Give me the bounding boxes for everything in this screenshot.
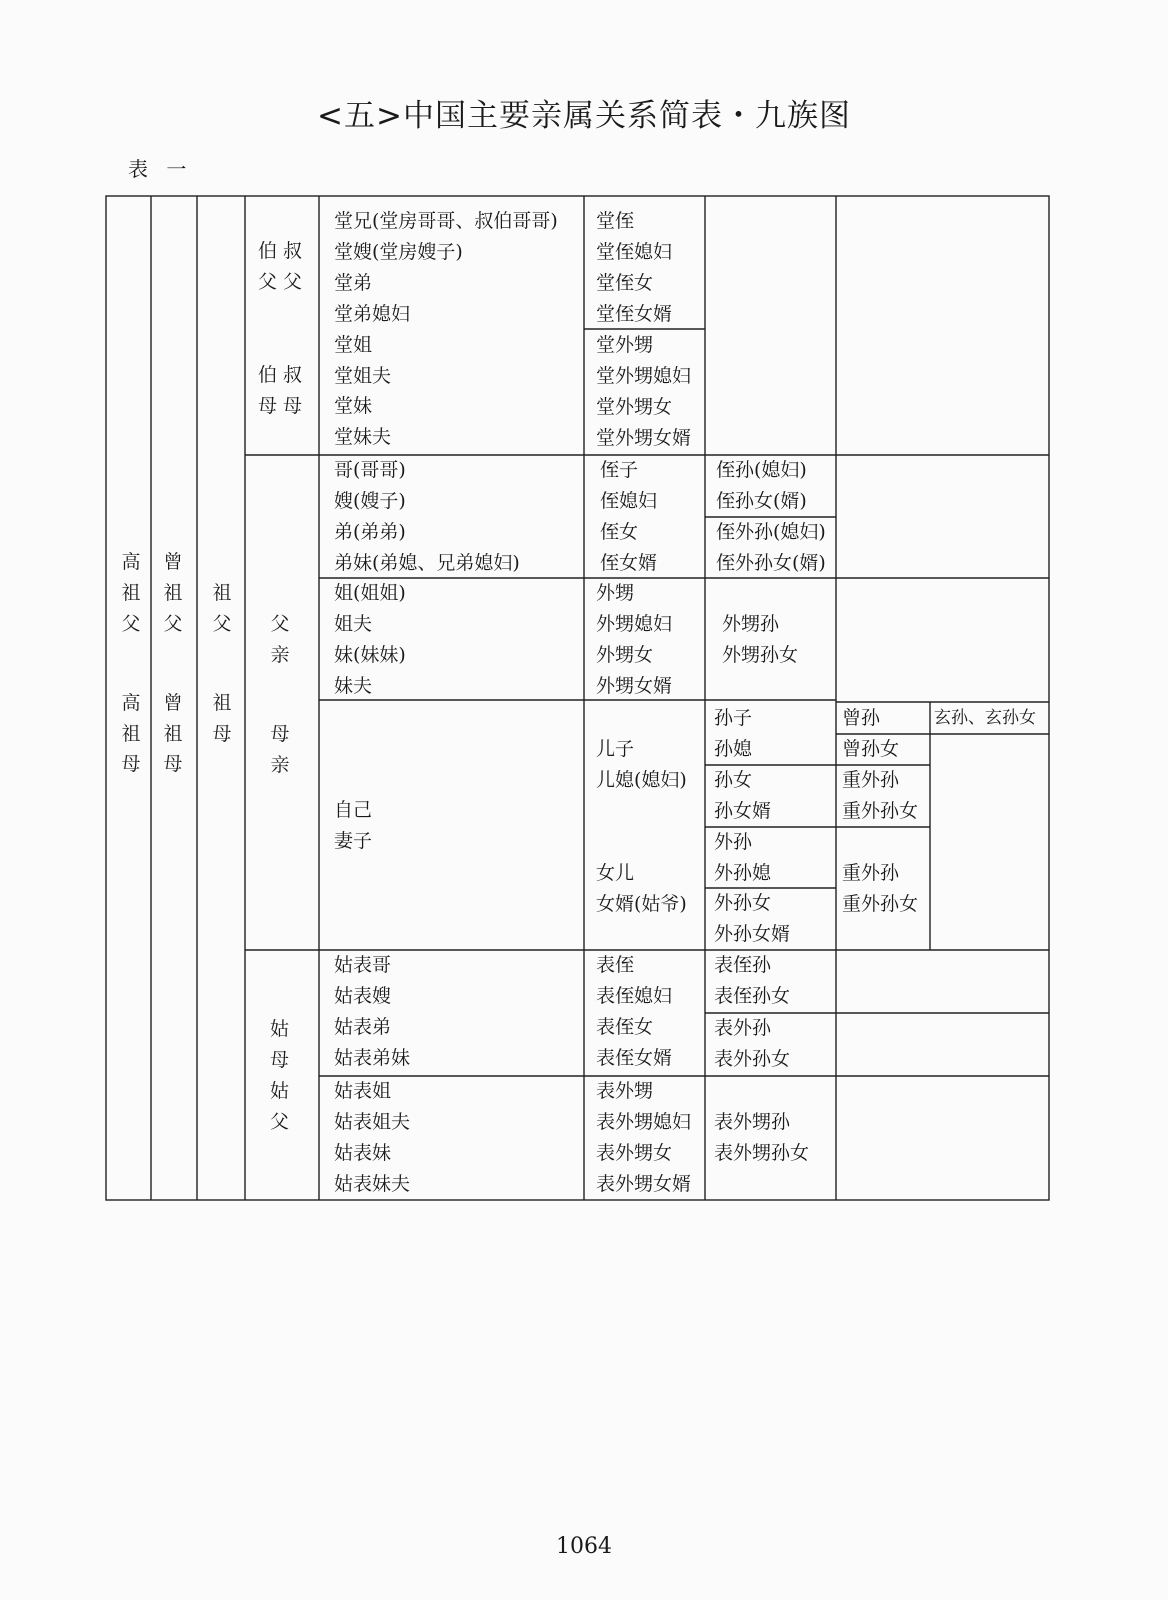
aunts-label: 伯 叔 母 母: [258, 364, 303, 417]
great-grandparents: [158, 547, 188, 780]
grandson-list: [714, 703, 752, 765]
grandfather-label: 祖 父: [212, 582, 232, 635]
list-item: 侄女: [600, 520, 639, 543]
list-item: 妹夫: [334, 674, 373, 697]
gu-cousins-male-list: [334, 950, 410, 1074]
list-item: 表外甥媳妇: [596, 1110, 692, 1133]
sister-children-list: [596, 578, 672, 702]
list-item: 表侄女婿: [596, 1046, 673, 1069]
gu-cousins-male-children: [596, 950, 672, 1074]
list-item: 堂妹: [334, 395, 373, 418]
list-item: 表外孙: [714, 1017, 772, 1039]
list-item: 侄媳妇: [600, 489, 658, 512]
great-great-grandmother-label: 高 祖 母: [121, 691, 141, 776]
list-item: 外孙: [714, 831, 753, 853]
gu-grandchildren-b: [714, 1013, 790, 1075]
list-item: 堂外甥媳妇: [596, 364, 692, 387]
list-item: 弟(弟弟): [334, 520, 406, 543]
list-item: 堂外甥女婿: [596, 426, 692, 449]
list-item: 侄孙(媳妇): [716, 459, 807, 481]
list-item: 重外孙女: [842, 799, 919, 822]
list-item: 表外孙女: [714, 1047, 791, 1070]
father-label: 父 亲: [270, 613, 290, 666]
great-granddaughter: 曾孙女: [842, 738, 900, 760]
list-item: 嫂(嫂子): [334, 489, 406, 512]
gu-grandchildren-a: [714, 950, 790, 1012]
list-item: 姑表妹夫: [334, 1172, 411, 1195]
list-item: 姐(姐姐): [334, 582, 406, 604]
list-item: 儿子: [596, 738, 635, 760]
list-item: 表侄孙: [714, 954, 772, 976]
list-item: 表外甥: [596, 1080, 654, 1102]
tang-wai-nephews-list: [596, 330, 691, 454]
list-item: 哥(哥哥): [334, 459, 406, 481]
tang-siblings-list: [334, 206, 558, 453]
list-item: 外甥女婿: [596, 674, 673, 697]
list-item: 堂妹夫: [334, 426, 392, 449]
tang-nephews-list: [596, 206, 672, 330]
list-item: 女儿: [596, 862, 635, 884]
list-item: 堂侄: [596, 210, 635, 232]
list-item: 堂外甥女: [596, 395, 673, 418]
daughter-list: [596, 858, 687, 920]
list-item: 外甥女: [596, 643, 654, 666]
great-great-grandparents: [116, 547, 146, 780]
list-item: 姑表姐夫: [334, 1110, 411, 1133]
chong-wai-list-b: [842, 858, 918, 920]
list-item: 侄女婿: [600, 551, 658, 574]
list-item: 外甥: [596, 582, 635, 604]
list-item: 姑表弟妹: [334, 1046, 411, 1069]
list-item: 自己: [334, 799, 373, 821]
paternal-aunt-label: 姑 母 姑 父: [270, 1018, 290, 1133]
sister-grandchildren-list: [722, 609, 798, 671]
grandparents: [207, 578, 237, 750]
list-item: 姑表姐: [334, 1080, 392, 1102]
list-item: 外孙媳: [714, 861, 772, 884]
list-item: 姑表弟: [334, 1015, 392, 1038]
list-item: 孙媳: [714, 737, 753, 760]
list-item: 姑表嫂: [334, 984, 392, 1007]
list-item: 重外孙: [842, 769, 900, 791]
list-item: 外甥孙: [722, 613, 780, 635]
great-grandfather-label: 曾 祖 父: [163, 551, 183, 635]
list-item: 外甥媳妇: [596, 612, 673, 635]
list-item: 侄外孙女(婿): [716, 551, 826, 574]
list-item: 表侄媳妇: [596, 984, 673, 1007]
list-item: 孙女: [714, 769, 753, 791]
list-item: 儿媳(媳妇): [596, 768, 687, 791]
brother-grandchildren-a: [716, 455, 807, 517]
list-item: 侄孙女(婿): [716, 489, 807, 512]
list-item: 妹(妹妹): [334, 643, 406, 666]
list-item: 侄子: [600, 459, 639, 481]
list-item: 弟妹(弟媳、兄弟媳妇): [334, 551, 520, 574]
list-item: 堂弟媳妇: [334, 302, 411, 325]
list-item: 重外孙女: [842, 892, 919, 915]
list-item: 堂姐: [334, 333, 373, 356]
wai-grandson-list: [714, 827, 771, 889]
xuan-sun: 玄孙、玄孙女: [934, 708, 1036, 728]
brothers-list: [334, 455, 520, 579]
list-item: 堂弟: [334, 271, 373, 294]
list-item: 外甥孙女: [722, 643, 799, 666]
list-item: 姑表哥: [334, 954, 392, 976]
table-frame: [106, 196, 1049, 1200]
list-item: 侄外孙(媳妇): [716, 521, 826, 543]
granddaughter-list: [714, 765, 771, 827]
list-item: 表外甥女: [596, 1141, 673, 1164]
list-item: 堂兄(堂房哥哥、叔伯哥哥): [334, 210, 558, 232]
list-item: 姑表妹: [334, 1141, 392, 1164]
chong-wai-list-a: [842, 765, 918, 827]
list-item: 妻子: [334, 829, 373, 852]
son-list: [596, 734, 687, 796]
sisters-list: [334, 578, 406, 702]
list-item: 堂侄女婿: [596, 302, 673, 325]
brother-children-list: [600, 455, 657, 579]
list-item: 堂侄媳妇: [596, 240, 673, 263]
grandmother-label: 祖 母: [212, 691, 232, 745]
parents: [265, 609, 295, 781]
self-list: [334, 795, 372, 857]
list-item: 重外孙: [842, 862, 900, 884]
uncles-label: 伯 叔 父 父: [258, 240, 303, 293]
list-item: 外孙女: [714, 892, 772, 914]
list-item: 表外甥孙: [714, 1111, 791, 1133]
list-item: 外孙女婿: [714, 922, 791, 945]
great-great-grandfather-label: 高 祖 父: [121, 551, 141, 635]
gu-cousins-female-list: [334, 1076, 410, 1200]
page-title: <五>中国主要亲属关系简表・九族图: [317, 98, 851, 134]
page-number: 1064: [556, 1534, 612, 1559]
list-item: 堂侄女: [596, 271, 654, 294]
list-item: 孙子: [714, 707, 753, 729]
list-item: 堂姐夫: [334, 364, 392, 387]
list-item: 堂外甥: [596, 334, 654, 356]
gu-cousins-female-children: [596, 1076, 691, 1200]
wai-granddaughter-list: [714, 888, 790, 950]
list-item: 堂嫂(堂房嫂子): [334, 240, 463, 263]
gu-cousins-female-grandchildren: [714, 1107, 809, 1169]
list-item: 姐夫: [334, 612, 373, 635]
table-caption: 表 一: [128, 157, 193, 181]
list-item: 表外甥女婿: [596, 1172, 692, 1195]
list-item: 孙女婿: [714, 799, 772, 822]
list-item: 表侄孙女: [714, 984, 791, 1007]
list-item: 表侄: [596, 954, 635, 976]
mother-label: 母 亲: [270, 722, 290, 776]
list-item: 表外甥孙女: [714, 1141, 810, 1164]
list-item: 表侄女: [596, 1015, 654, 1038]
list-item: 女婿(姑爷): [596, 892, 687, 915]
great-grandmother-label: 曾 祖 母: [163, 691, 183, 776]
brother-grandchildren-b: [716, 517, 826, 579]
great-grandson: 曾孙: [842, 707, 881, 729]
